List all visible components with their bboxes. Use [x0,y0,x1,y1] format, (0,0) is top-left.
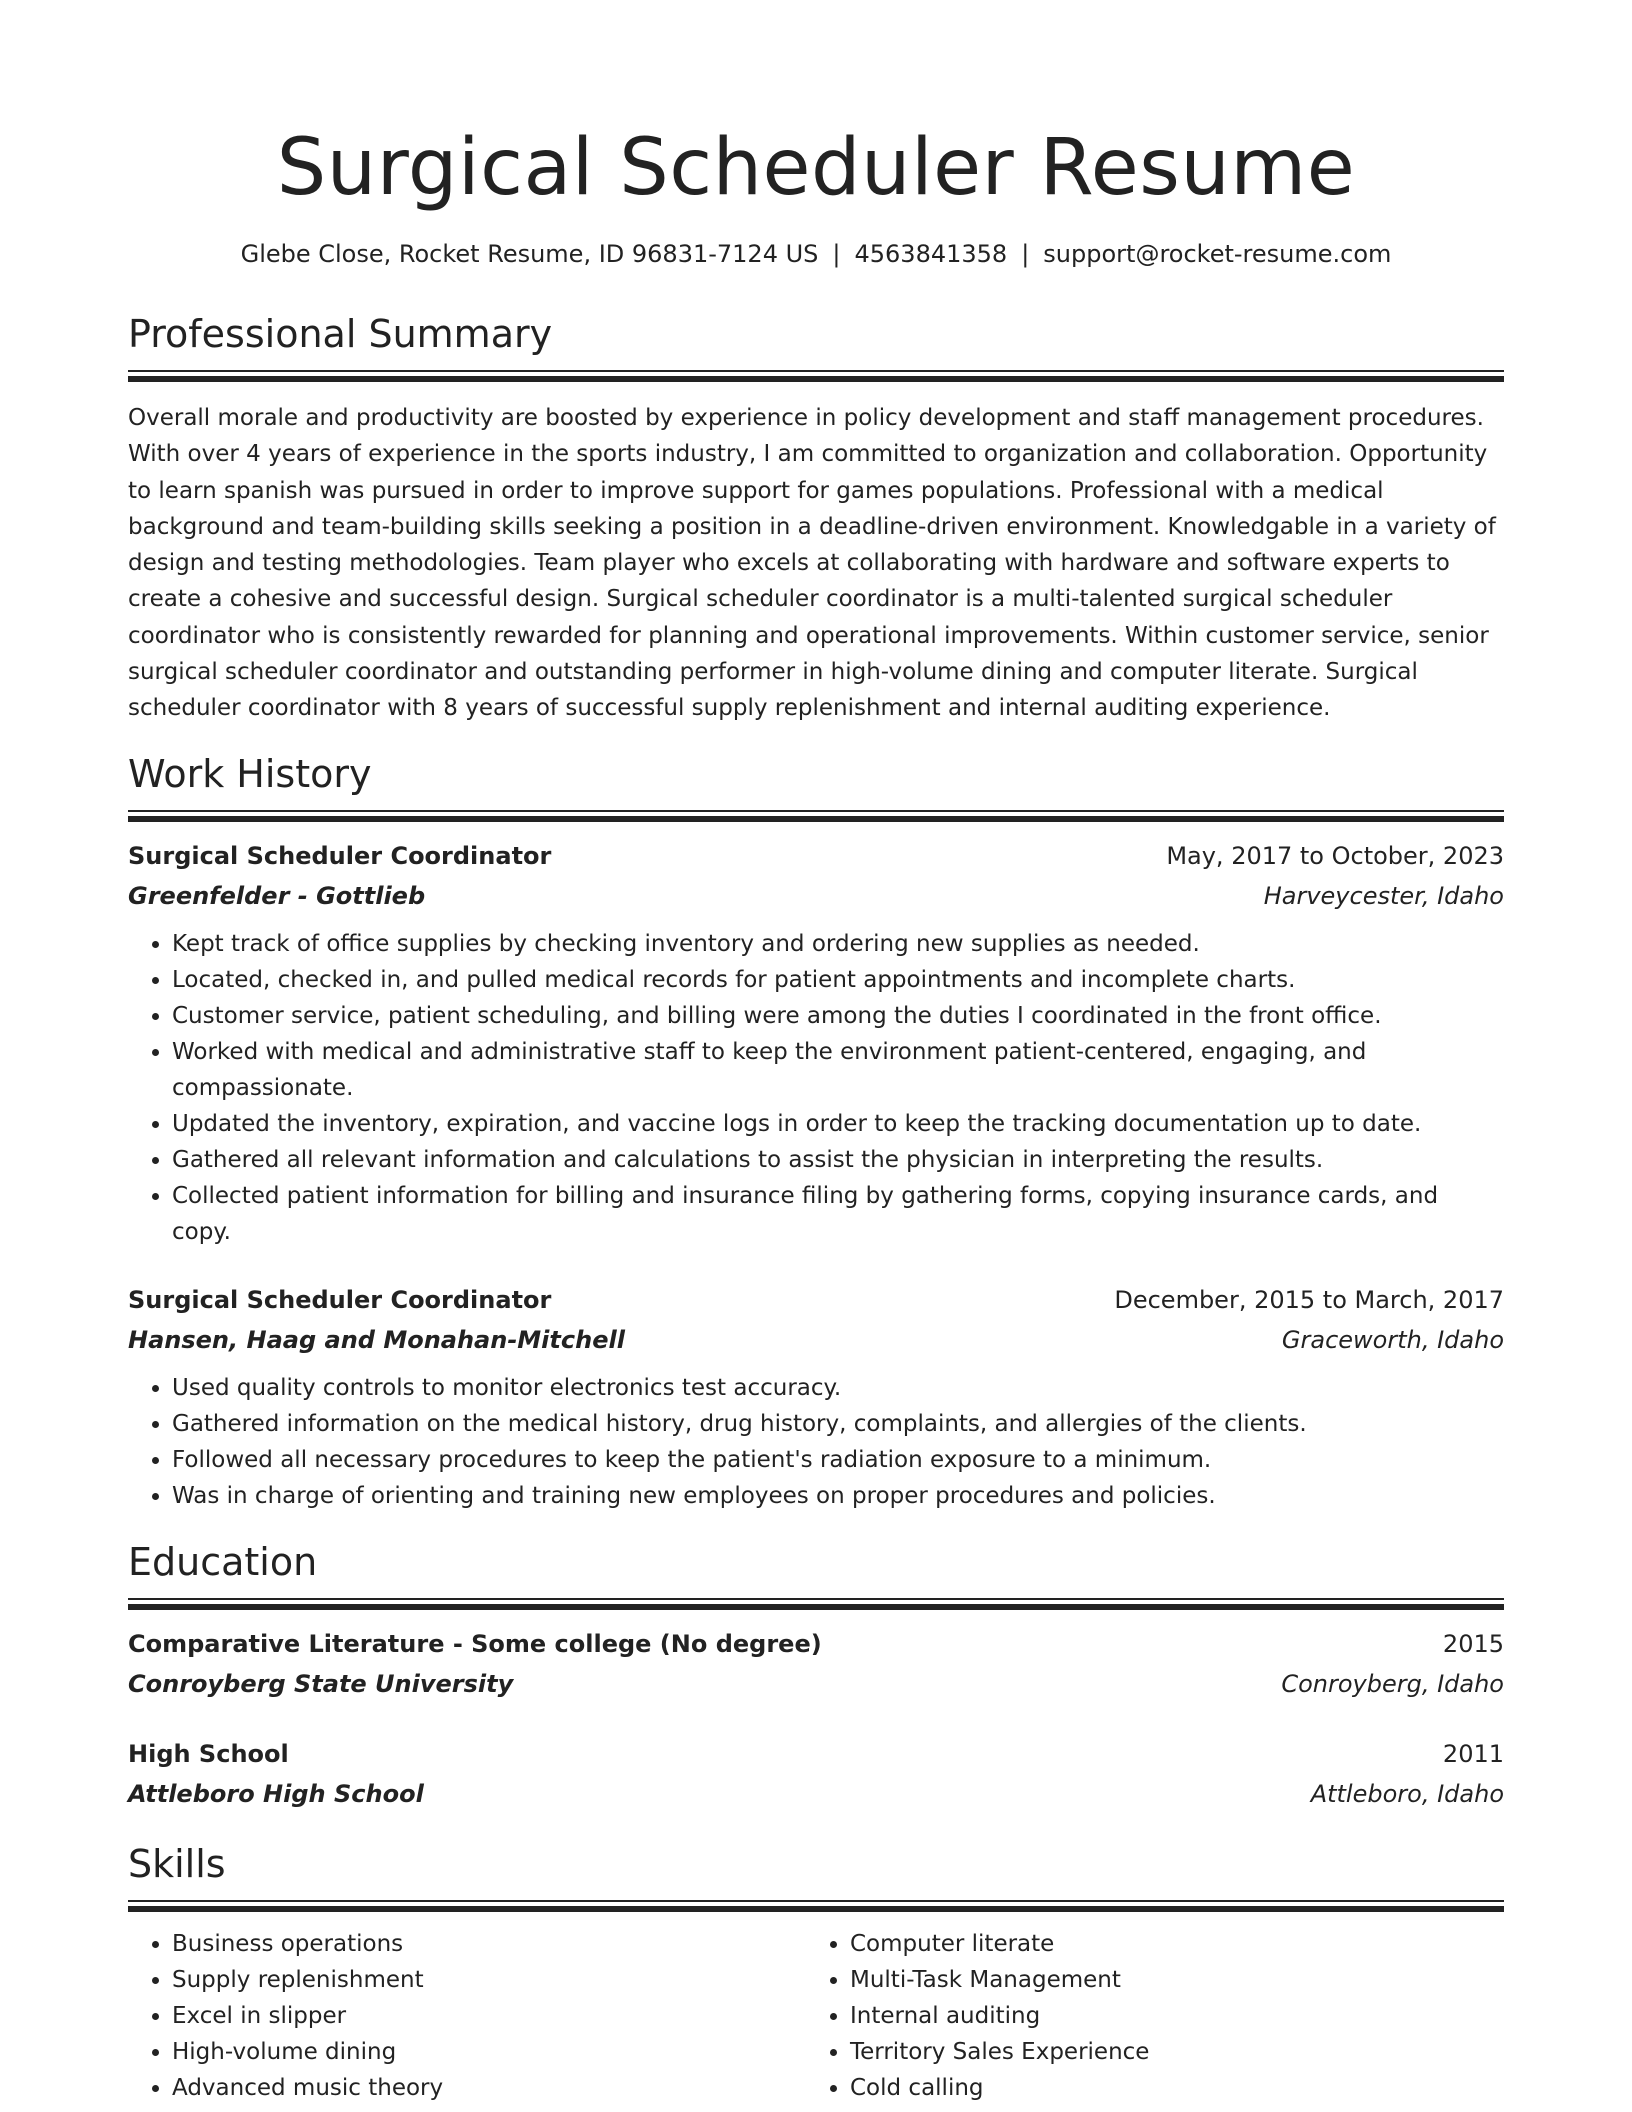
contact-separator: | [1021,240,1030,268]
skills-column-right [806,1926,1484,2106]
job-duty: • Followed all necessary procedures to keep the patient's radiation exposure to a minimum. [172,1442,1504,1478]
job-header [128,1280,1504,1320]
job-duties [128,1370,1504,1514]
skill-item: • Supply replenishment [172,1962,806,1998]
job-duty: • Updated the inventory, expiration, and vaccine logs in order to keep the tracking documentation up to date. [172,1106,1504,1142]
skill-item: • High-volume dining [172,2034,806,2070]
resume-title: Surgical Scheduler Resume [276,123,1356,213]
section-divider-thick [128,816,1504,822]
skills-grid [128,1926,1504,2106]
job-duties [128,926,1504,1250]
work-section [128,750,1504,1514]
job-duty: • Customer service, patient scheduling, and billing were among the duties I coordinated in the front office. [172,998,1504,1034]
education-entry [128,1624,1504,1704]
job-company: Greenfelder - Gottlieb [128,881,426,910]
job-dates: May, 2017 to October, 2023 [1166,841,1504,870]
job-duty: • Collected patient information for billing and insurance filing by gathering forms, copying insurance cards, and copy. [172,1178,1504,1250]
job-company: Hansen, Haag and Monahan-Mitchell [128,1325,625,1354]
job-dates: December, 2015 to March, 2017 [1114,1285,1504,1314]
job-subheader [128,876,1504,916]
job-title: Surgical Scheduler Coordinator [128,1285,552,1314]
section-divider-thick [128,376,1504,382]
education-year: 2015 [1442,1629,1504,1658]
job-location: Harveycester, Idaho [1263,881,1504,910]
job-entry [128,836,1504,1250]
education-school: Attleboro High School [128,1779,424,1808]
job-duty: • Used quality controls to monitor electronics test accuracy. [172,1370,1504,1406]
education-subheader [128,1774,1504,1814]
education-degree: Comparative Literature - Some college (No degree) [128,1629,822,1658]
education-degree: High School [128,1739,289,1768]
skill-item: • Excel in slipper [172,1998,806,2034]
job-duty: • Worked with medical and administrative staff to keep the environment patient-centered, engaging, and compassionate. [172,1034,1504,1106]
skills-list [806,1926,1484,2106]
job-duty: • Kept track of office supplies by checking inventory and ordering new supplies as needed. [172,926,1504,962]
resume-page [128,0,1504,2106]
job-duty: • Located, checked in, and pulled medical records for patient appointments and incomplete charts. [172,962,1504,998]
section-divider-thick [128,1906,1504,1912]
education-subheader [128,1664,1504,1704]
section-divider [128,1598,1504,1600]
skill-item: • Multi-Task Management [850,1962,1484,1998]
education-location: Attleboro, Idaho [1310,1779,1504,1808]
skills-list [128,1926,806,2106]
skills-section [128,1840,1504,2106]
section-divider [128,1900,1504,1902]
skill-item: • Cold calling [850,2070,1484,2106]
summary-text: Overall morale and productivity are boosted by experience in policy development and staff management procedures. With over 4 years of experience in the sports industry, I am committed to organization and collaboration. Opportunity to learn spanish was pursued in order to improve support for games populations. Professional with a medical background and team-building skills seeking a position in a deadline-driven environment. Knowledgable in a variety of design and testing methodologies. Team player who excels at collaborating with hardware and software experts to create a cohesive and successful design. Surgical scheduler coordinator is a multi-talented surgical scheduler coordinator who is consistently rewarded for planning and operational improvements. Within customer service, senior surgical scheduler coordinator and outstanding performer in high-volume dining and computer literate. Surgical scheduler coordinator with 8 years of successful supply replenishment and internal auditing experience. [128,405,1496,722]
job-title: Surgical Scheduler Coordinator [128,841,552,870]
education-entry [128,1734,1504,1814]
summary-heading: Professional Summary [128,312,553,356]
contact-address: Glebe Close, Rocket Resume, ID 96831-7124 US [240,240,819,268]
education-header [128,1734,1504,1774]
section-divider-thick [128,1604,1504,1610]
skill-item: • Computer literate [850,1926,1484,1962]
job-header [128,836,1504,876]
education-location: Conroyberg, Idaho [1281,1669,1504,1698]
education-heading: Education [128,1539,318,1584]
skill-item: • Advanced music theory [172,2070,806,2106]
job-subheader [128,1320,1504,1360]
contact-email: support@rocket-resume.com [1043,240,1392,268]
contact-phone: 4563841358 [854,240,1008,268]
skill-item: • Territory Sales Experience [850,2034,1484,2070]
education-section [128,1538,1504,1814]
contact-separator: | [832,240,841,268]
section-divider [128,370,1504,372]
skills-heading: Skills [128,1841,226,1886]
summary-section [128,310,1504,727]
job-duty: • Gathered all relevant information and calculations to assist the physician in interpreting the results. [172,1142,1504,1178]
job-location: Graceworth, Idaho [1281,1325,1504,1354]
contact-line [128,238,1504,270]
job-duty: • Was in charge of orienting and training new employees on proper procedures and policies. [172,1478,1504,1514]
work-heading: Work History [128,751,372,796]
job-entry [128,1280,1504,1514]
skill-item: • Internal auditing [850,1998,1484,2034]
section-divider [128,810,1504,812]
education-year: 2011 [1442,1739,1504,1768]
skills-column-left [128,1926,806,2106]
education-header [128,1624,1504,1664]
skill-item: • Business operations [172,1926,806,1962]
job-duty: • Gathered information on the medical history, drug history, complaints, and allergies of the clients. [172,1406,1504,1442]
education-school: Conroyberg State University [128,1669,514,1698]
